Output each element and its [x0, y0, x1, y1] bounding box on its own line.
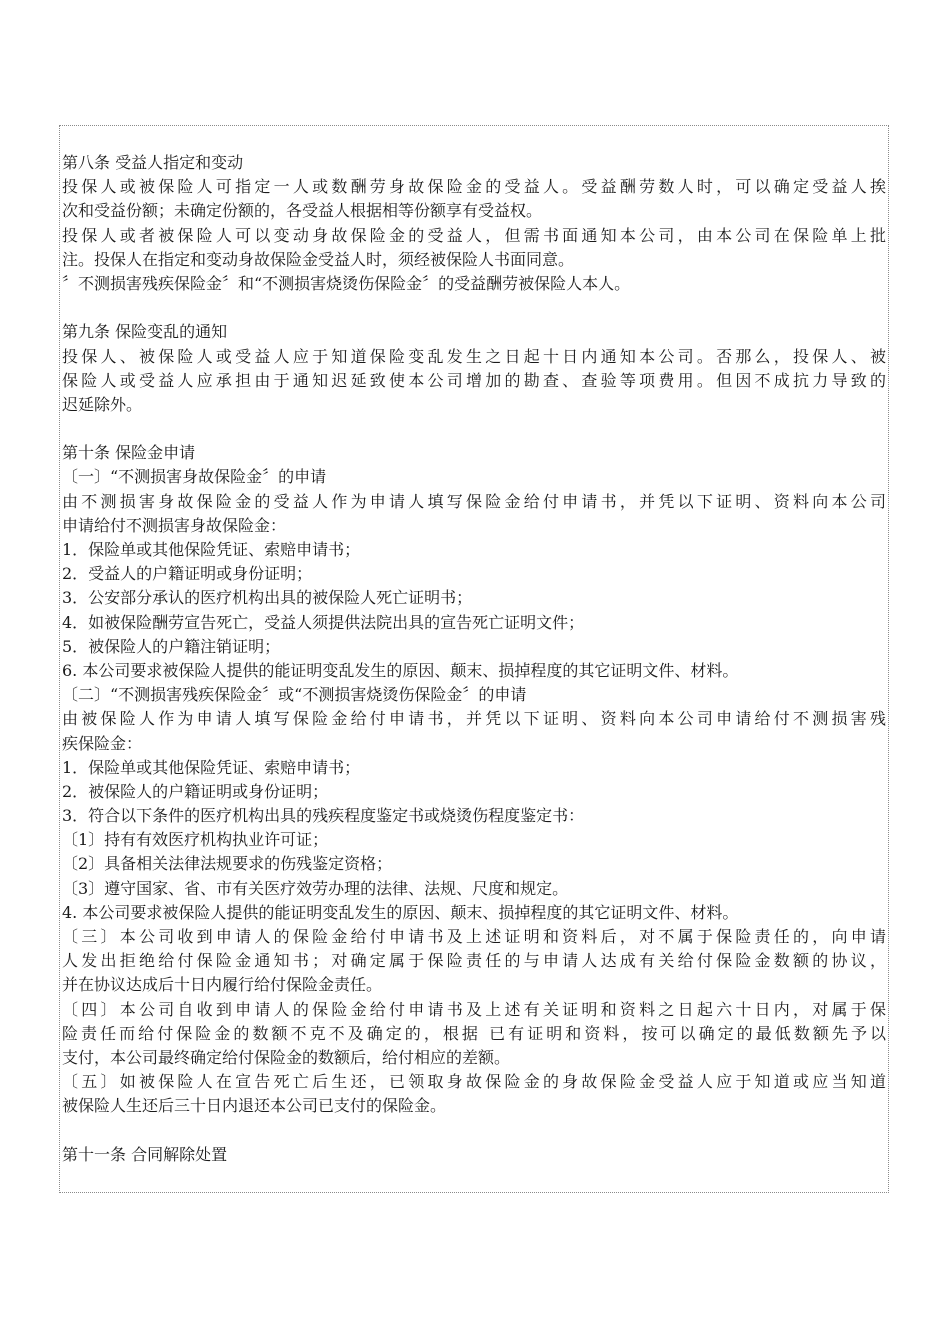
document-line: 疾保险金： — [62, 733, 143, 753]
document-line: 险责任而给付保险金的数额不克不及确定的，根据 已有证明和资料，按可以确定的最低数额先予以 — [62, 1023, 886, 1043]
document-line: 被保险人生还后三十日内退还本公司已支付的保险金。 — [62, 1096, 447, 1116]
document-body — [62, 151, 886, 1167]
blank-line — [62, 296, 886, 320]
document-line: 〔二〕“不测损害残疾保险金〞或“不测损害烧烫伤保险金〞的申请 — [62, 685, 527, 705]
document-line: 由被保险人作为申请人填写保险金给付申请书，并凭以下证明、资料向本公司申请给付不测损害残 — [62, 709, 886, 729]
document-line: 〔2〕具备相关法律法规要求的伤残鉴定资格； — [62, 854, 393, 874]
document-line: 第八条 受益人指定和变动 — [62, 153, 244, 172]
document-line: 6. 本公司要求被保险人提供的能证明变乱发生的原因、颠末、损掉程度的其它证明文件、材料。 — [62, 660, 739, 680]
document-line: 第十一条 合同解除处置 — [62, 1144, 228, 1164]
document-line: 支付，本公司最终确定给付保险金的数额后，给付相应的差额。 — [62, 1047, 511, 1067]
document-line: 人发出拒绝给付保险金通知书；对确定属于保险责任的与申请人达成有关给付保险金数额的协议， — [62, 951, 886, 971]
document-frame — [59, 125, 889, 1193]
document-line: 〔三〕本公司收到申请人的保险金给付申请书及上述证明和资料后，对不属于保险责任的，向申请 — [62, 927, 886, 946]
document-line: 1．保险单或其他保险凭证、索赔申请书； — [62, 540, 361, 559]
blank-line — [62, 417, 886, 441]
document-line: 3．符合以下条件的医疗机构出具的残疾程度鉴定书或烧烫伤程度鉴定书： — [62, 806, 585, 826]
document-line: 2．受益人的户籍证明或身份证明； — [62, 564, 313, 584]
document-line: 〔五〕如被保险人在宣告死亡后生还，已领取身故保险金的身故保险金受益人应于知道或应当知道 — [62, 1072, 886, 1092]
document-line: 5．被保险人的户籍注销证明； — [62, 636, 281, 656]
document-line: 〔3〕遵守国家、省、市有关医疗效劳办理的法律、法规、尺度和规定。 — [62, 878, 569, 898]
document-line: 投保人或被保险人可指定一人或数酬劳身故保险金的受益人。受益酬劳数人时，可以确定受益人挨 — [62, 177, 886, 197]
document-line: 〔1〕持有有效医疗机构执业许可证； — [62, 830, 329, 850]
document-line: 并在协议达成后十日内履行给付保险金责任。 — [62, 975, 383, 995]
document-line: 保险人或受益人应承担由于通知迟延致使本公司增加的勘查、查验等项费用。但因不成抗力导致的 — [62, 370, 886, 390]
document-line: 投保人或者被保险人可以变动身故保险金的受益人，但需书面通知本公司，由本公司在保险单上批 — [62, 225, 886, 245]
document-line: 投保人、被保险人或受益人应于知道保险变乱发生之日起十日内通知本公司。否那么，投保人、被 — [62, 346, 886, 366]
document-line: 第十条 保险金申请 — [62, 443, 196, 463]
blank-line — [62, 1119, 886, 1143]
document-line: 1．保险单或其他保险凭证、索赔申请书； — [62, 757, 361, 777]
document-line: 2．被保险人的户籍证明或身份证明； — [62, 781, 329, 801]
document-line: 3．公安部分承认的医疗机构出具的被保险人死亡证明书； — [62, 588, 473, 608]
document-line: 由不测损害身故保险金的受益人作为申请人填写保险金给付申请书，并凭以下证明、资料向本公司 — [62, 491, 886, 511]
document-line: 〔四〕本公司自收到申请人的保险金给付申请书及上述有关证明和资料之日起六十日内，对属于保 — [62, 999, 886, 1019]
document-line: 申请给付不测损害身故保险金： — [62, 515, 287, 535]
document-line: 〔一〕“不测损害身故保险金〞的申请 — [62, 467, 327, 487]
document-line: 次和受益份额；未确定份额的，各受益人根据相等份额享有受益权。 — [62, 201, 543, 221]
document-line: 第九条 保险变乱的通知 — [62, 322, 228, 342]
document-line: 〞不测损害残疾保险金〞和“不测损害烧烫伤保险金〞的受益酬劳被保险人本人。 — [62, 273, 631, 293]
document-line: 注。投保人在指定和变动身故保险金受益人时，须经被保险人书面同意。 — [62, 249, 575, 269]
document-line: 4. 本公司要求被保险人提供的能证明变乱发生的原因、颠末、损掉程度的其它证明文件、材料。 — [62, 902, 739, 922]
document-line: 4．如被保险酬劳宣告死亡，受益人须提供法院出具的宣告死亡证明文件； — [62, 612, 585, 632]
document-line: 迟延除外。 — [62, 394, 143, 414]
